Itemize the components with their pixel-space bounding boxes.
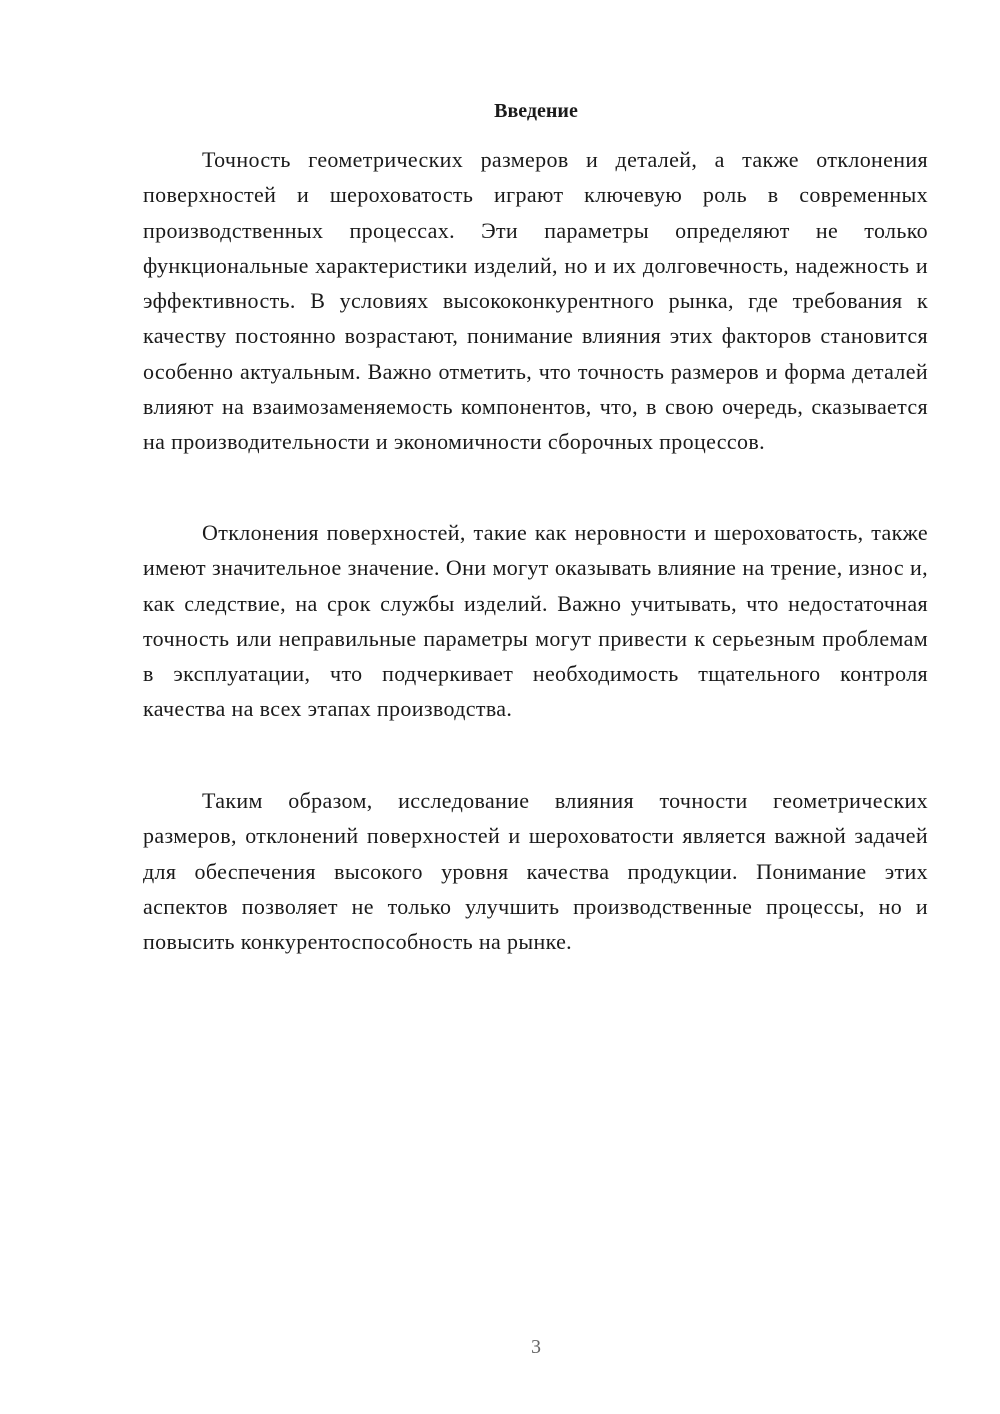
paragraph-intro: Точность геометрических размеров и деталей, а также отклонения поверхностей и шероховатость играют ключевую роль в современных производственных процессах. Эти параметры определяют не только функциональные характеристики изделий, но и их долговечность, надежность и эффективность. В условиях высококонкурентного рынка, где требования к качеству постоянно возрастают, понимание влияния этих факторов становится особенно актуальным. Важно отметить, что точность размеров и форма деталей влияют на взаимозаменяемость компонентов, что, в свою очередь, сказывается на производительности и экономичности сборочных процессов. [143,147,928,455]
section-heading: Введение [494,100,578,122]
paragraph-surface-deviations: Отклонения поверхностей, такие как неровности и шероховатость, также имеют значительное значение. Они могут оказывать влияние на трение, износ и, как следствие, на срок службы изделий. Важно учитывать, что недостаточная точность или неправильные параметры могут привести к серьезным проблемам в эксплуатации, что подчеркивает необходимость тщательного контроля качества на всех этапах производства. [143,520,928,722]
paragraph-conclusion: Таким образом, исследование влияния точности геометрических размеров, отклонений поверхностей и шероховатости является важной задачей для обеспечения высокого уровня качества продукции. Понимание этих аспектов позволяет не только улучшить производственные процессы, но и повысить конкурентоспособность на рынке. [143,788,928,955]
page-number: 3 [531,1336,541,1358]
